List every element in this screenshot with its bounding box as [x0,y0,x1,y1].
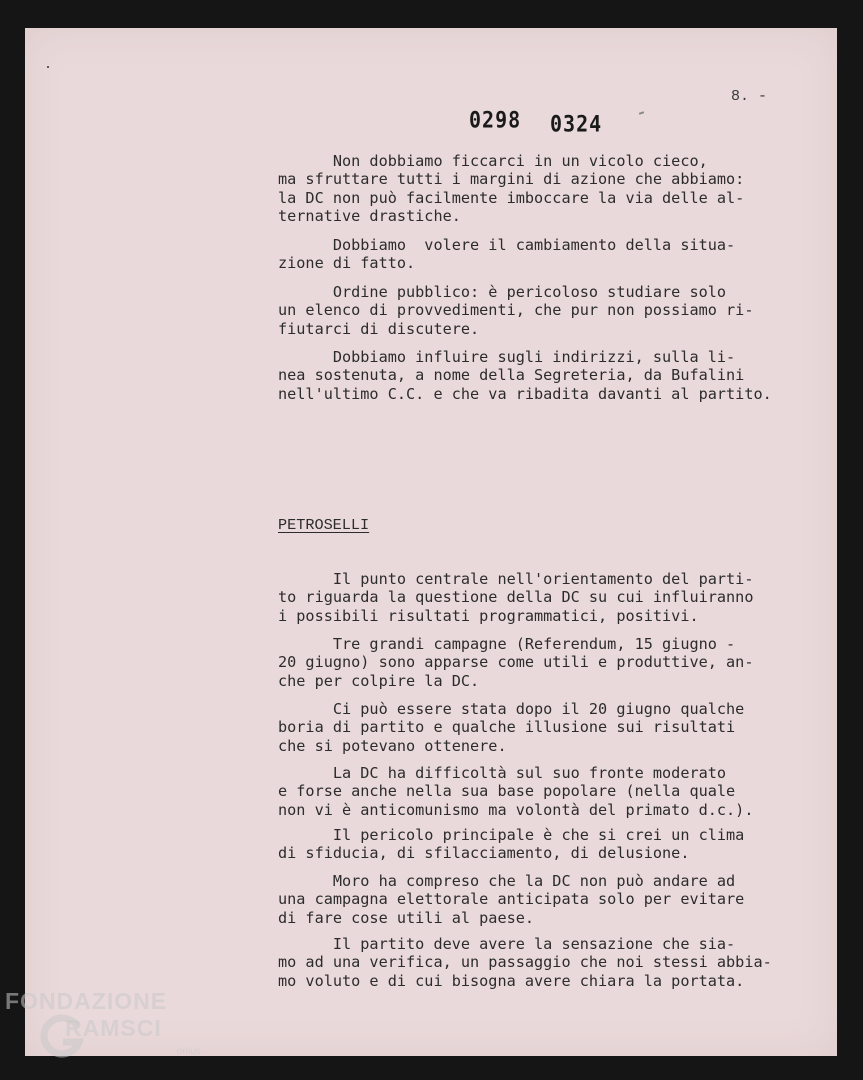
paragraph: Il partito deve avere la sensazione che sia- mo ad una verifica, un passaggio che noi stessi abbia- mo voluto e di cui bisogna avere chiara la portata. [278,935,772,990]
paragraph: Moro ha compreso che la DC non può andare ad una campagna elettorale anticipata solo per evitare di fare cose utili al paese. [278,872,745,927]
page-number: 8. - [731,88,768,105]
document-page [25,28,837,1056]
paragraph: Il pericolo principale è che si crei un clima di sfiducia, di sfilacciamento, di delusione. [278,826,745,863]
paragraph: Dobbiamo influire sugli indirizzi, sulla li- nea sostenuta, a nome della Segreteria, da Bufalini nell'ultimo C.C. e che va ribadita davanti al partito. [278,348,772,403]
archive-stamp-right: 0324 [550,110,603,138]
paragraph: Tre grandi campagne (Referendum, 15 giugno - 20 giugno) sono apparse come utili e produttive, an- che per colpire la DC. [278,635,754,690]
ink-mark [639,111,644,115]
paragraph: Il punto centrale nell'orientamento del parti- to riguarda la questione della DC su cui influiranno i possibili risultati programmatici, positivi. [278,570,754,625]
paragraph: Non dobbiamo ficcarci in un vicolo cieco, ma sfruttare tutti i margini di azione che abbiamo: la DC non può facilmente imboccare la via delle al- ternative drastiche. [278,152,745,226]
speaker-heading: PETROSELLI [278,516,370,534]
watermark-line1: FONDAZIONE [5,988,168,1014]
paragraph: La DC ha difficoltà sul suo fronte moderato e forse anche nella sua base popolare (nella quale non vi è anticomunismo ma volontà del primato d.c.). [278,764,754,819]
fondazione-gramsci-watermark [5,988,215,1076]
paper-speck [47,66,49,68]
archive-stamp-left: 0298 [469,106,522,134]
paragraph: Dobbiamo volere il cambiamento della situa- zione di fatto. [278,236,736,273]
paragraph: Ordine pubblico: è pericoloso studiare solo un elenco di provvedimenti, che pur non possiamo ri- fiutarci di discutere. [278,283,754,338]
watermark-suffix: onlus [177,1046,201,1057]
watermark-line2: RAMSCI [65,1015,162,1041]
paragraph: Ci può essere stata dopo il 20 giugno qualche boria di partito e qualche illusione sui risultati che si potevano ottenere. [278,700,745,755]
